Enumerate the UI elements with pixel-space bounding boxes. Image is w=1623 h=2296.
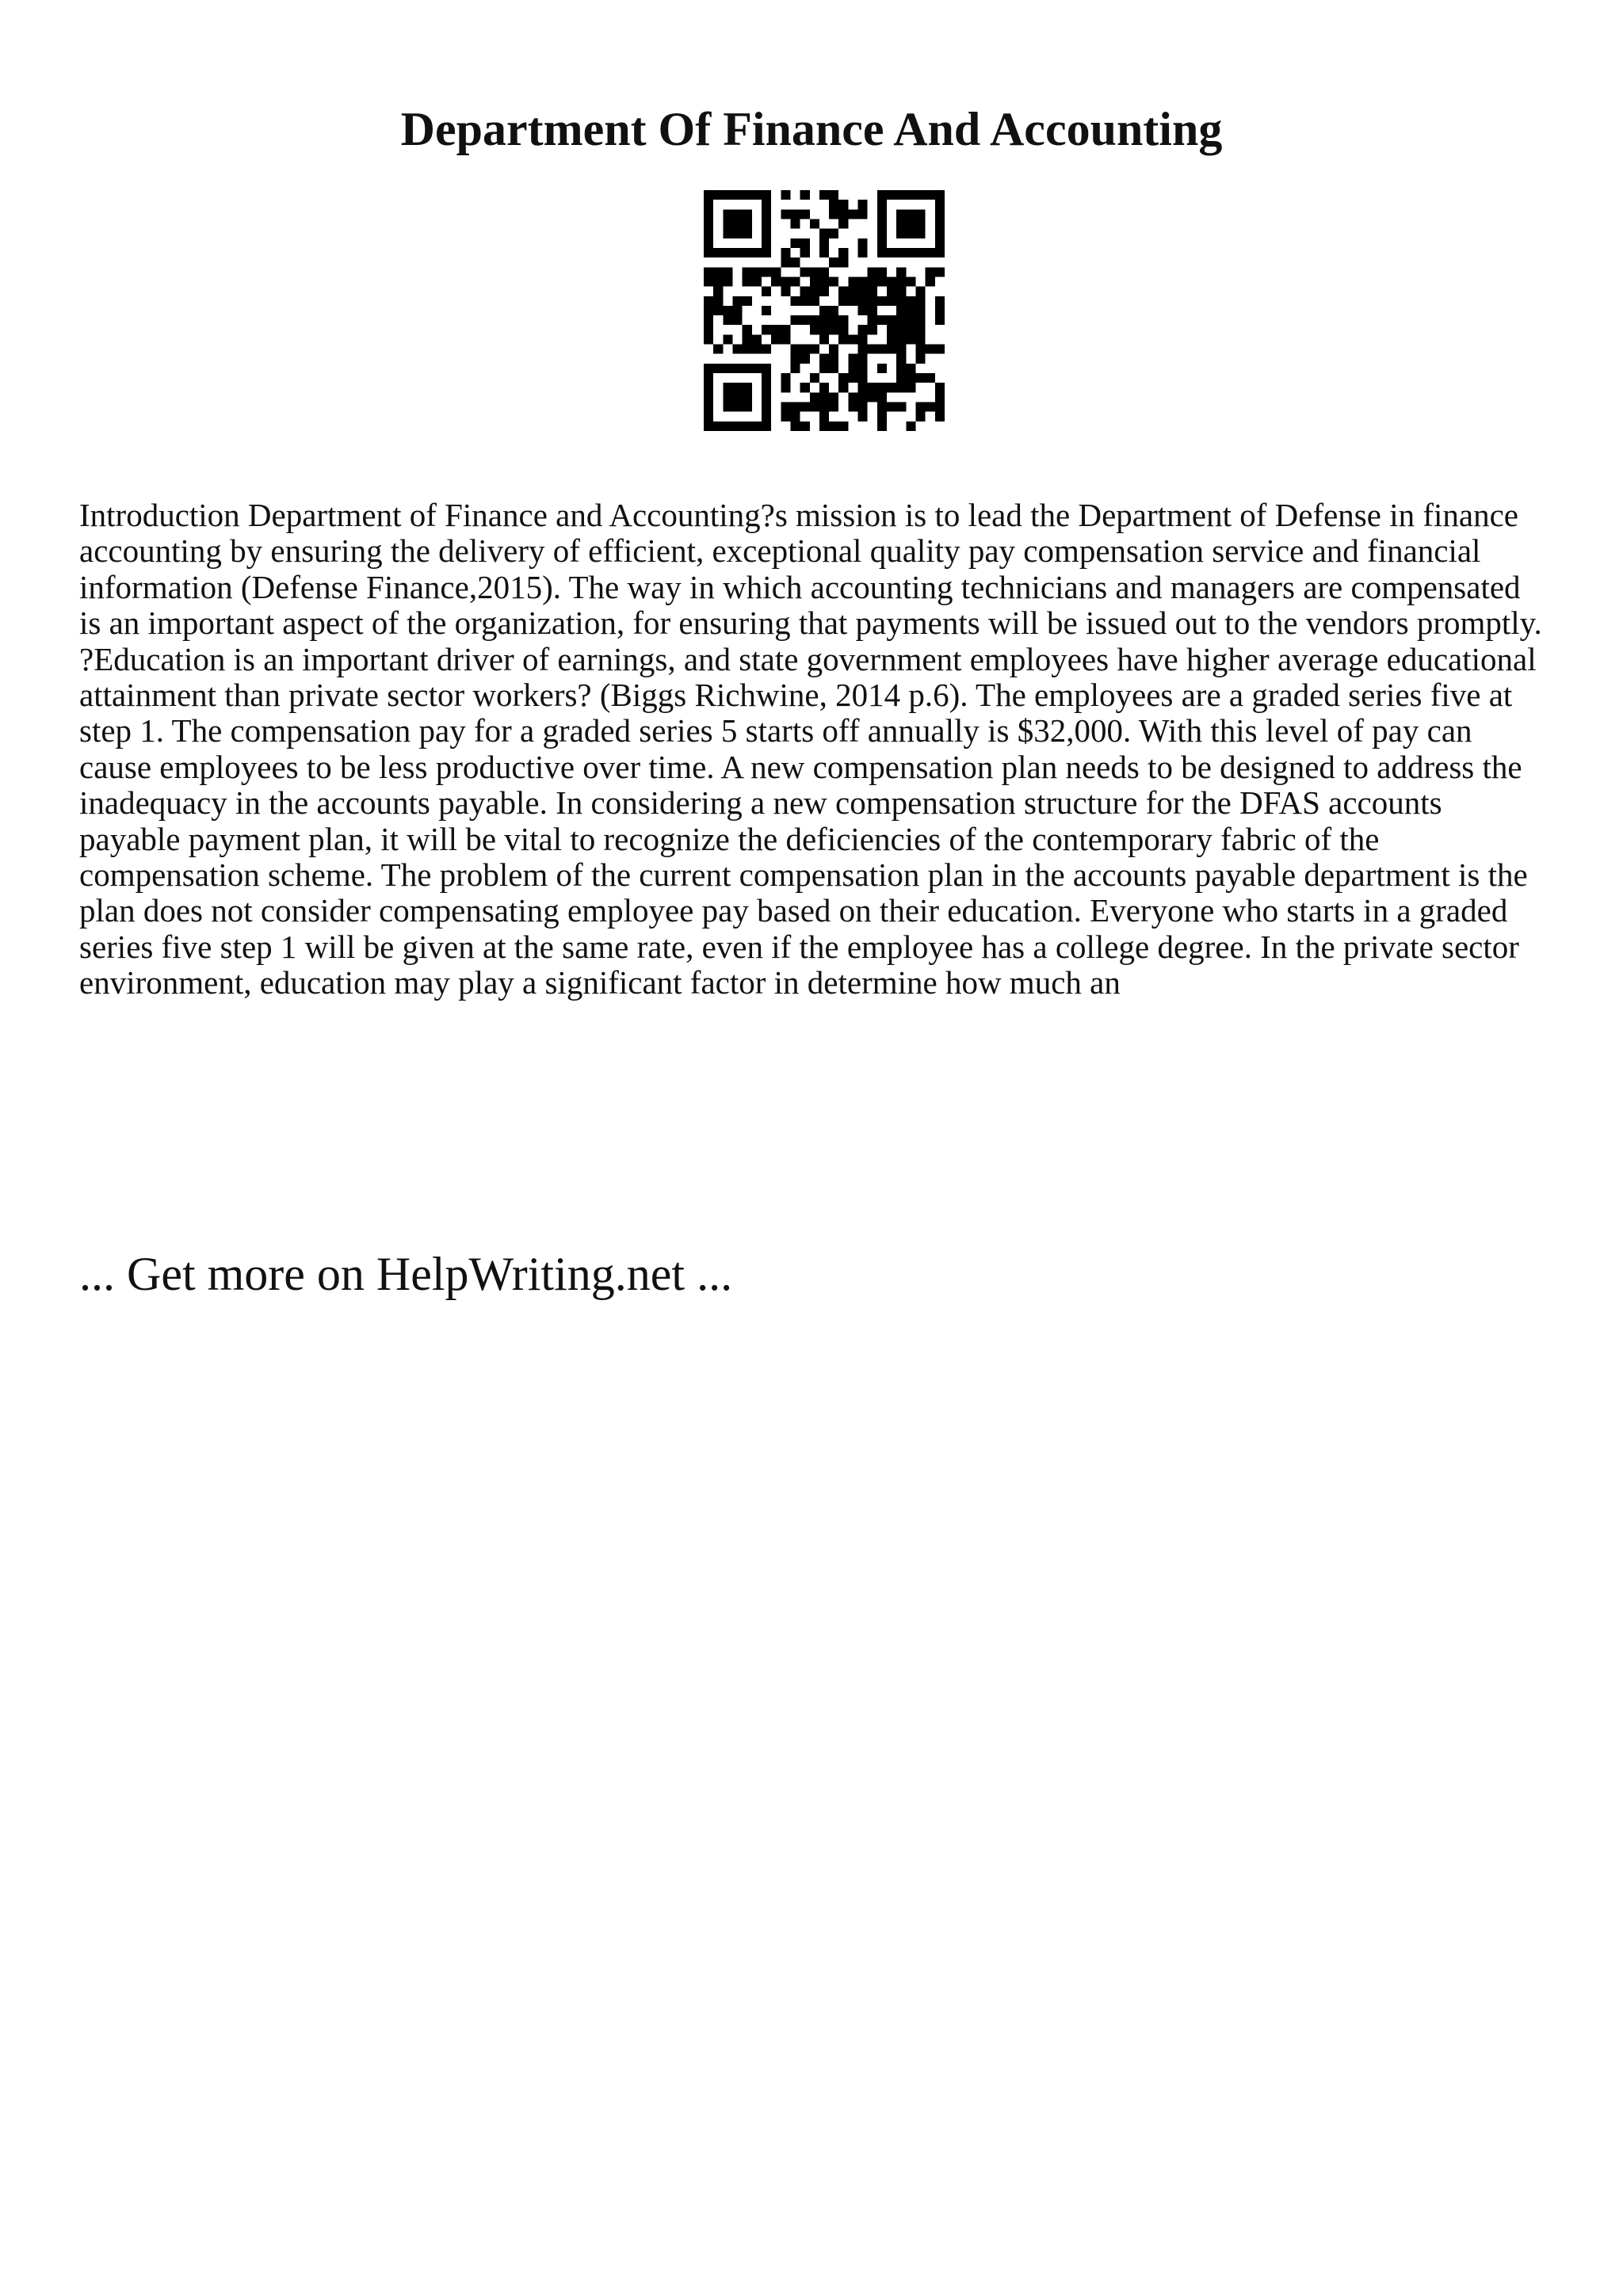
page-title: Department Of Finance And Accounting (400, 103, 1223, 155)
qr-code-icon (704, 190, 945, 431)
body-paragraph: Introduction Department of Finance and Accounting?s mission is to lead the Department of Defense in finance accounting by ensuring the delivery of efficient, exceptional quality pay compensation service and financial information (Defense Finance,2015). The way in which accounting technicians and managers are compensated is an important aspect of the organization, for ensuring that payments will be issued out to the vendors promptly. ?Education is an important driver of earnings, and state government employees have higher average educational attainment than private sector workers? (Biggs Richwine, 2014 p.6). The employees are a graded series five at step 1. The compensation pay for a graded series 5 starts off annually is $32,000. With this level of pay can cause employees to be less productive over time. A new compensation plan needs to be designed to address the inadequacy in the accounts payable. In considering a new compensation structure for the DFAS accounts payable payment plan, it will be vital to recognize the deficiencies of the contemporary fabric of the compensation scheme. The problem of the current compensation plan in the accounts payable department is the plan does not consider compensating employee pay based on their education. Everyone who starts in a graded series five step 1 will be given at the same rate, even if the employee has a college degree. In the private sector environment, education may play a significant factor in determine how much an (79, 497, 1542, 1001)
get-more-link[interactable]: ... Get more on HelpWriting.net ... (79, 1248, 733, 1300)
